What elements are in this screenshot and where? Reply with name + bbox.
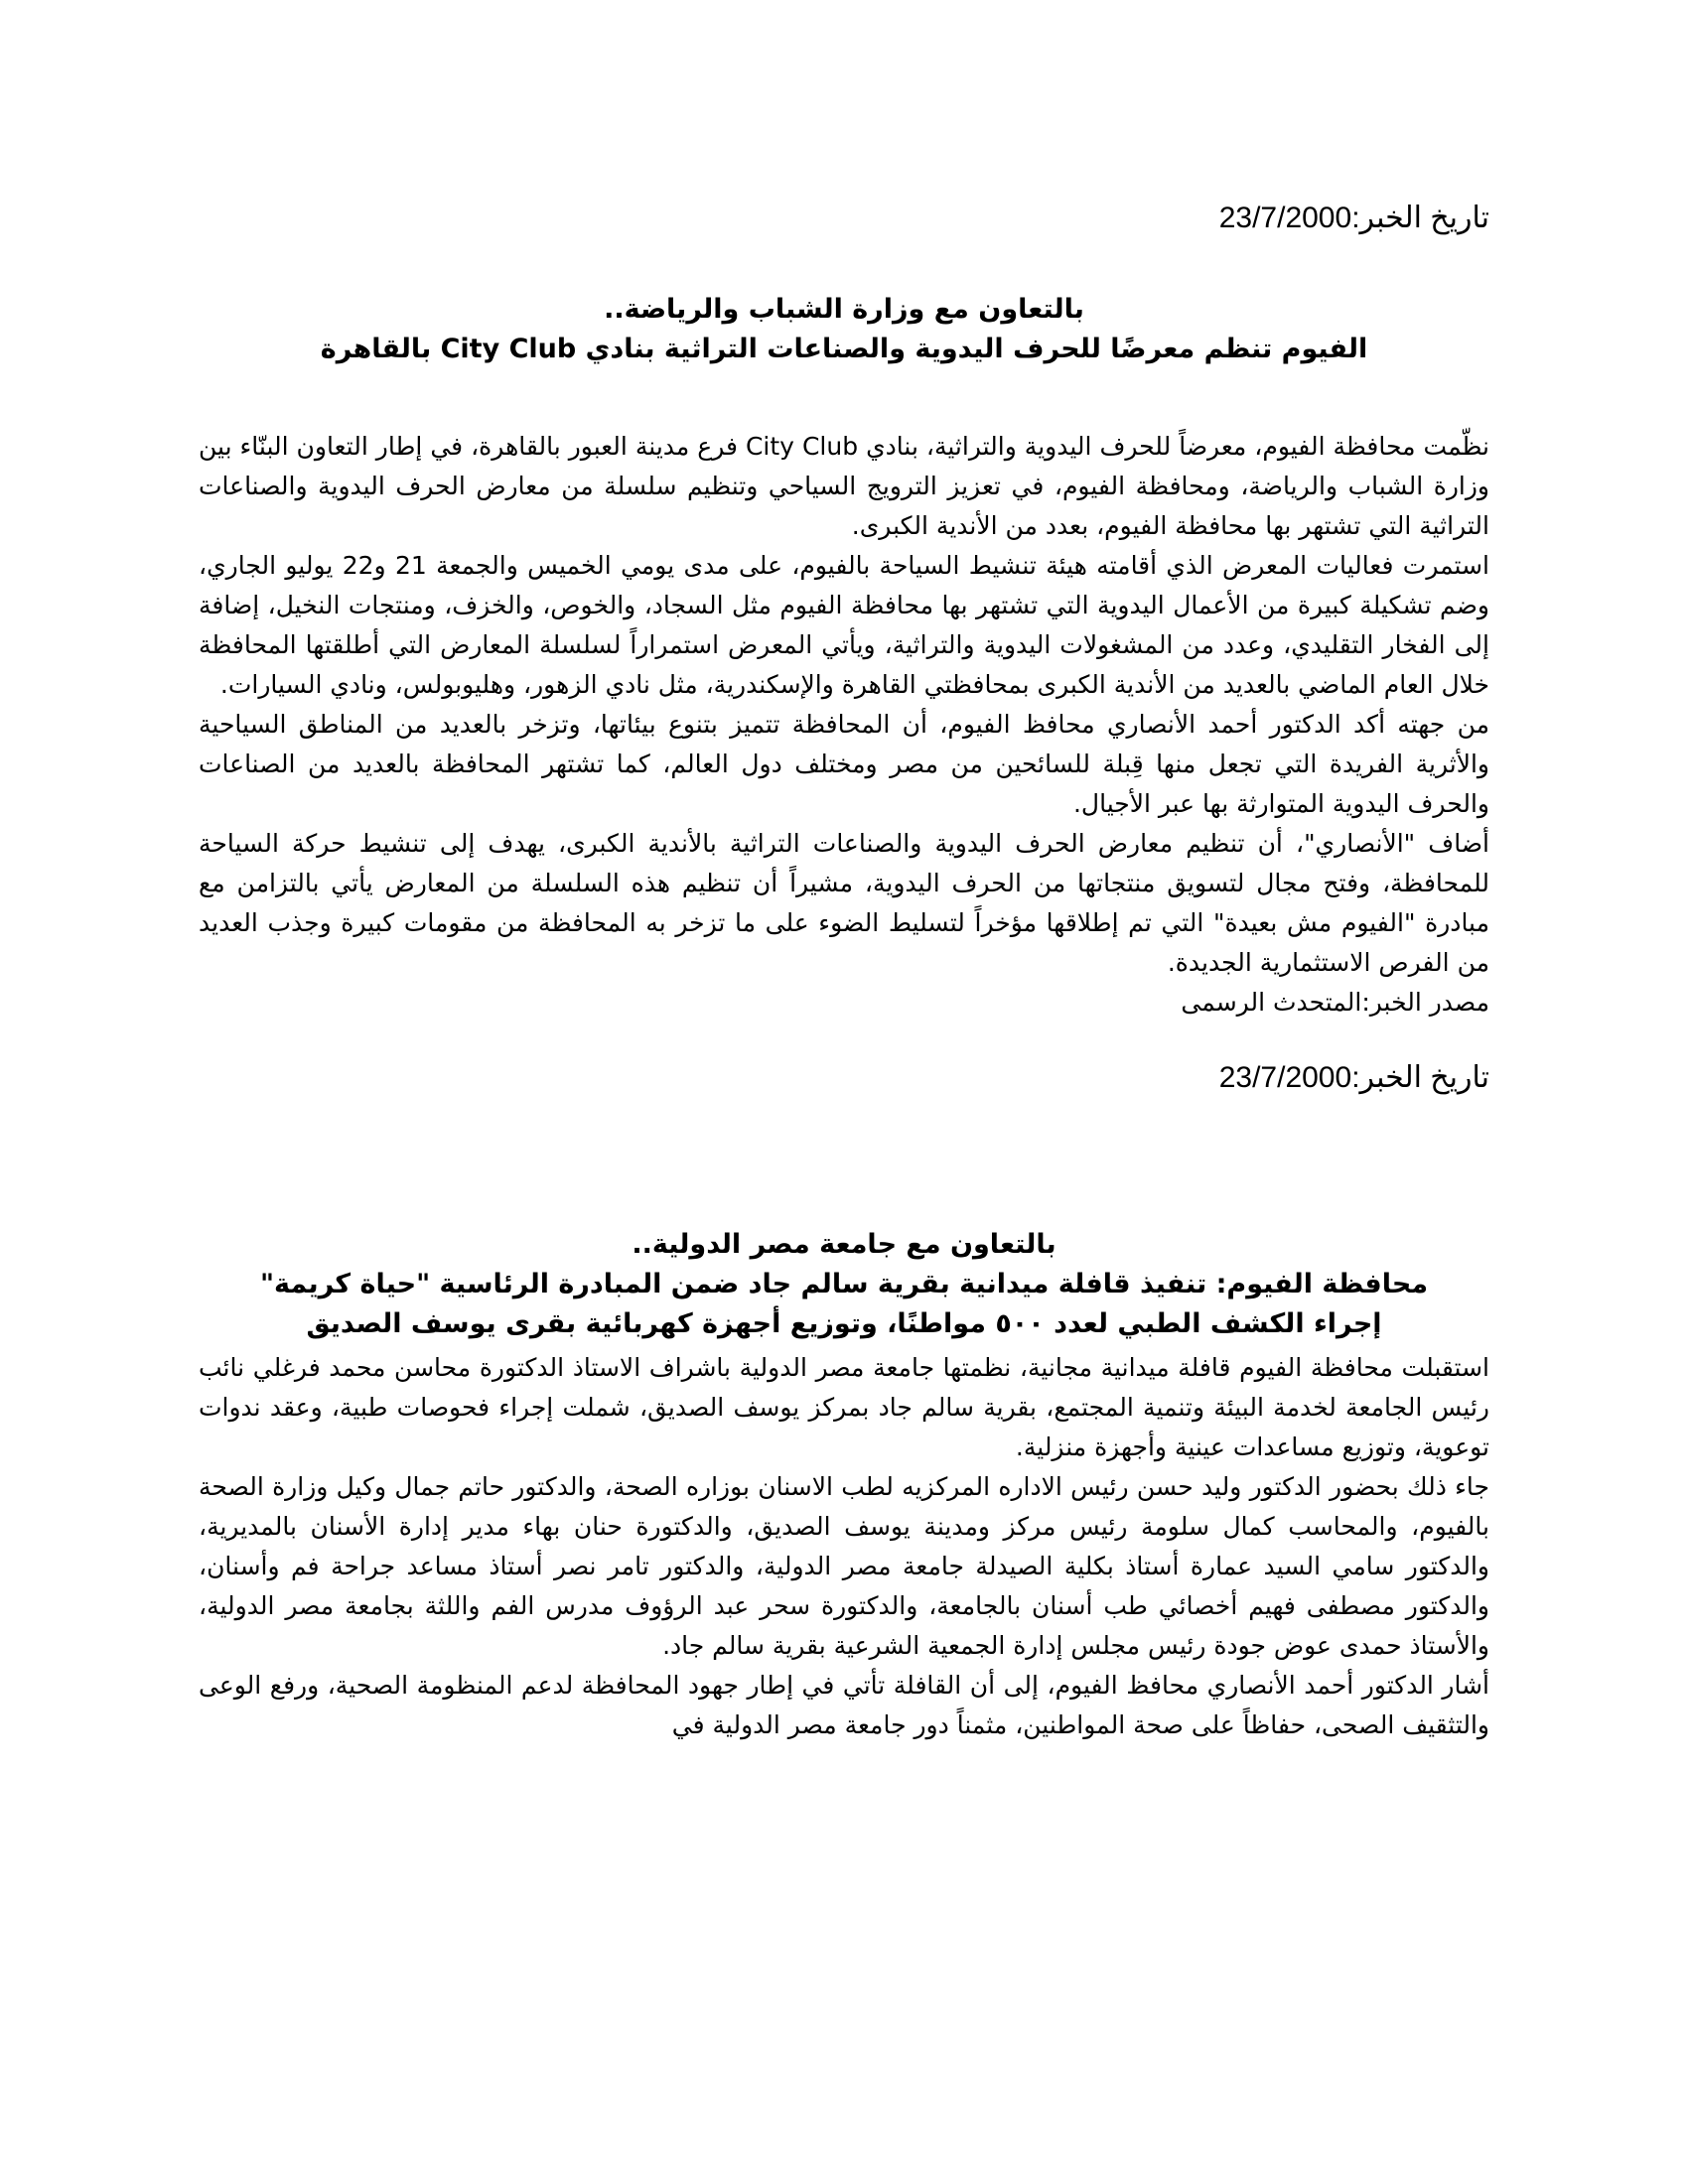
headline-main: محافظة الفيوم: تنفيذ قافلة ميدانية بقرية سالم جاد ضمن المبادرة الرئاسية "حياة كريمة" [259,1269,1429,1299]
body-paragraph: استمرت فعاليات المعرض الذي أقامته هيئة تنشيط السياحة بالفيوم، على مدى يومي الخميس والجمعة 21 و22 يوليو الجاري، وضم تشكيلة كبيرة من الأعمال اليدوية التي تشتهر بها محافظة الفيوم مثل السجاد، والخوص، والخزف، ومنتجات النخيل، إضافة إلى الفخار التقليدي، وعدد من المشغولات اليدوية والتراثية، ويأتي المعرض استمراراً لسلسلة المعارض التي أطلقتها المحافظة خلال العام الماضي بالعديد من الأندية الكبرى بمحافظتي القاهرة والإسكندرية، مثل نادي الزهور، وهليوبولس، ونادي السيارات. [199,551,1489,699]
body-paragraph: أضاف "الأنصاري"، أن تنظيم معارض الحرف اليدوية والصناعات التراثية بالأندية الكبرى، يهدف إلى تنشيط حركة السياحة للمحافظة، وفتح مجال لتسويق منتجاتها من الحرف اليدوية، مشيراً أن تنظيم هذه السلسلة من المعارض يأتي بالتزامن مع مبادرة "الفيوم مش بعيدة" التي تم إطلاقها مؤخراً لتسليط الضوء على ما تزخر به المحافظة من مقومات كبيرة وجذب العديد من الفرص الاستثمارية الجديدة. [199,829,1489,977]
body-paragraph: أشار الدكتور أحمد الأنصاري محافظ الفيوم، إلى أن القافلة تأتي في إطار جهود المحافظة لدعم المنظومة الصحية، ورفع الوعى والتثقيف الصحى، حفاظاً على صحة المواطنين، مثمناً دور جامعة مصر الدولية في [199,1671,1489,1739]
document-page [199,199,1489,1745]
article-2 [199,1058,1489,1745]
news-date-label: تاريخ الخبر: [1351,1061,1489,1094]
body-paragraph: نظّمت محافظة الفيوم، معرضاً للحرف اليدوية والتراثية، بنادي City Club فرع مدينة العبور بالقاهرة، في إطار التعاون البنّاء بين وزارة الشباب والرياضة، ومحافظة الفيوم، في تعزيز الترويج السياحي وتنظيم سلسلة من معارض الحرف اليدوية والصناعات التراثية التي تشتهر بها محافظة الفيوم، بعدد من الأندية الكبرى. [199,432,1489,540]
news-date-label: تاريخ الخبر: [1351,202,1489,234]
article-headlines [199,1225,1489,1344]
news-date [199,199,1489,238]
article-body [199,1348,1489,1745]
body-paragraph: جاء ذلك بحضور الدكتور وليد حسن رئيس الاداره المركزيه لطب الاسنان بوزاره الصحة، والدكتور حاتم جمال وكيل وزارة الصحة بالفيوم، والمحاسب كمال سلومة رئيس مركز ومدينة يوسف الصديق، والدكتورة حنان بهاء مدير إدارة الأسنان بالمديرية، والدكتور سامي السيد عمارة أستاذ بكلية الصيدلة جامعة مصر الدولية، والدكتور تامر نصر أستاذ مساعد جراحة فم وأسنان، والدكتور مصطفى فهيم أخصائي طب أسنان بالجامعة، والدكتورة سحر عبد الرؤوف مدرس الفم واللثة بجامعة مصر الدولية، والأستاذ حمدى عوض جودة رئيس مجلس إدارة الجمعية الشرعية بقرية سالم جاد. [199,1472,1489,1660]
headline-sub: إجراء الكشف الطبي لعدد ٥٠٠ مواطنًا، وتوزيع أجهزة كهربائية بقرى يوسف الصديق [306,1308,1382,1339]
article-body [199,427,1489,1023]
headline-kicker: بالتعاون مع وزارة الشباب والرياضة.. [604,294,1084,325]
body-paragraph: استقبلت محافظة الفيوم قافلة ميدانية مجانية، نظمتها جامعة مصر الدولية باشراف الاستاذ الدكتورة محاسن محمد فرغلي نائب رئيس الجامعة لخدمة البيئة وتنمية المجتمع، بقرية سالم جاد بمركز يوسف الصديق، شملت إجراء فحوصات طبية، وعقد ندوات توعوية، وتوزيع مساعدات عينية وأجهزة منزلية. [199,1353,1489,1461]
headline-main: الفيوم تنظم معرضًا للحرف اليدوية والصناعات التراثية بنادي City Club بالقاهرة [320,334,1368,364]
news-source: مصدر الخبر:المتحدث الرسمى [1181,988,1489,1017]
article-1 [199,199,1489,1023]
news-date [199,1058,1489,1098]
body-paragraph: من جهته أكد الدكتور أحمد الأنصاري محافظ الفيوم، أن المحافظة تتميز بتنوع بيئاتها، وتزخر بالعديد من المناطق السياحية والأثرية الفريدة التي تجعل منها قِبلة للسائحين من مصر ومختلف دول العالم، كما تشتهر المحافظة بالعديد من الصناعات والحرف اليدوية المتوارثة بها عبر الأجيال. [199,710,1489,818]
news-date-value: 23/7/2000 [1218,1061,1352,1094]
news-date-value: 23/7/2000 [1218,202,1352,234]
article-headlines [199,290,1489,369]
headline-kicker: بالتعاون مع جامعة مصر الدولية.. [632,1229,1056,1260]
